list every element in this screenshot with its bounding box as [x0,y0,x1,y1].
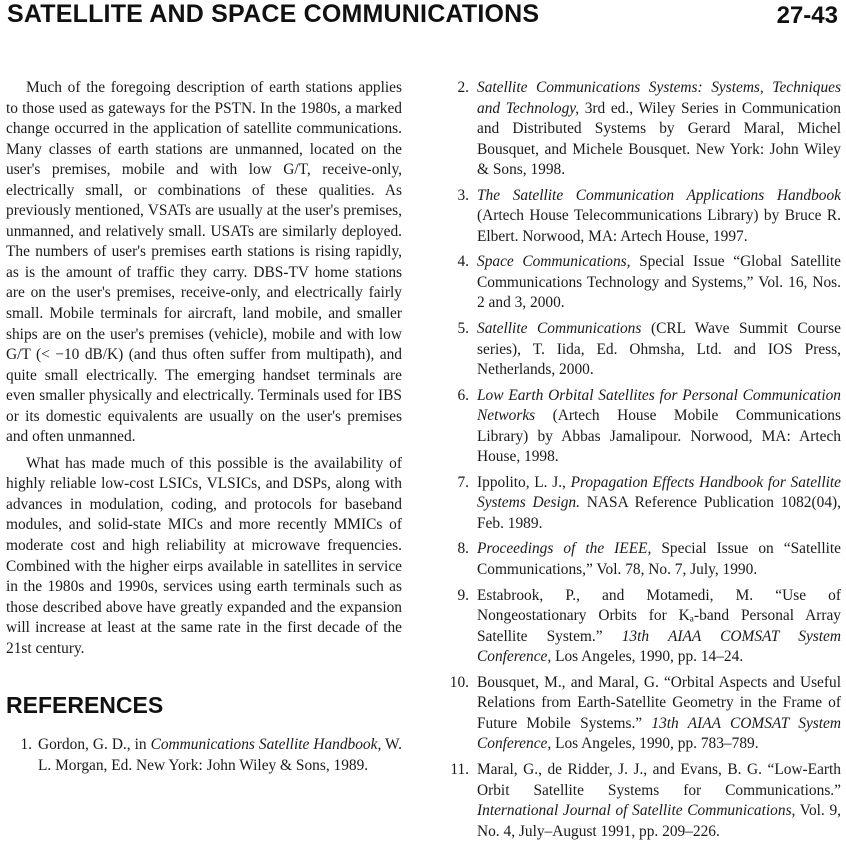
reference-item: 11. Maral, G., de Ridder, J. J., and Evans, B. G. “Low-Earth Orbit Satellite Systems for Communications.” International Journal of Satellite Communications, Vol. 9, No. 4, July–August 1991, pp. 209–226. [450,760,841,840]
references-heading: REFERENCES [6,692,164,719]
right-column [445,78,841,842]
reference-list-right [445,78,841,842]
body-paragraph-1: Much of the foregoing description of earth stations applies to those used as gateways for the PSTN. In the 1980s, a marked change occurred in the application of satellite communications. Many classes of earth stations are unmanned, located on the user's premises, mobile and with low G/T, receive-only, electrically small, or combinations of these qualities. As previously mentioned, VSATs are usually at the user's premises, unmanned, and relatively small. USATs are similarly deployed. The numbers of user's premises earth stations is rising rapidly, as is the amount of traffic they carry. DBS-TV home stations are on the user's premises, receive-only, and electrically fairly small. Mobile terminals for aircraft, land mobile, and smaller ships are on the user's premises (vehicle), mobile and with low G/T (< −10 dB/K) (and thus often suffer from multipath), and quite small electrically. The emerging handset terminals are even smaller physically and electrically. Terminals used for IBS or its domestic equivalents are usually on the user's premises and often unmanned. [6,79,402,446]
left-column [6,78,402,776]
running-header-title: SATELLITE AND SPACE COMMUNICATIONS [7,0,540,28]
reference-item: 9. Estabrook, P., and Motamedi, M. “Use of Nongeostationary Orbits for Kₐ-band Personal Array Satellite System.” 13th AIAA COMSAT System Conference, Los Angeles, 1990, pp. 14–24. [457,586,842,666]
reference-item: 6. Low Earth Orbital Satellites for Personal Communication Networks (Artech House Mobile Communications Library) by Abbas Jamalipour. Norwood, MA: Artech House, 1998. [457,386,841,466]
reference-item: 4. Space Communications, Special Issue “Global Satellite Communications Technology and Systems,” Vol. 16, Nos. 2 and 3, 2000. [457,253,841,312]
reference-item: 5. Satellite Communications (CRL Wave Summit Course series), T. Iida, Ed. Ohmsha, Ltd. and IOS Press, Netherlands, 2000. [457,320,841,379]
reference-item: 10. Bousquet, M., and Maral, G. “Orbital Aspects and Useful Relations from Earth-Satellite Geometry in the Frame of Future Mobile Systems.” 13th AIAA COMSAT System Conference, Los Angeles, 1990, pp. 783–789. [449,673,841,753]
reference-item: 1. Gordon, G. D., in Communications Satellite Handbook, W. L. Morgan, Ed. New York: John Wiley & Sons, 1989. [20,736,402,774]
reference-list-left [6,735,402,776]
reference-item: 7. Ippolito, L. J., Propagation Effects Handbook for Satellite Systems Design. NASA Reference Publication 1082(04), Feb. 1989. [457,473,841,532]
reference-item: 3. The Satellite Communication Applications Handbook (Artech House Telecommunications Library) by Bruce R. Elbert. Norwood, MA: Artech House, 1997. [457,186,841,245]
reference-item: 2. Satellite Communications Systems: Systems, Techniques and Technology, 3rd ed., Wiley Series in Communication and Distributed Systems by Gerard Maral, Michel Bousquet, and Michele Bousquet. New York: John Wiley & Sons, 1998. [457,79,841,179]
page-number: 27-43 [776,2,838,29]
reference-item: 8. Proceedings of the IEEE, Special Issue on “Satellite Communications,” Vol. 78, No. 7, July, 1990. [457,540,841,579]
body-paragraph-2: What has made much of this possible is the availability of highly reliable low-cost LSICs, VLSICs, and DSPs, along with advances in modulation, coding, and protocols for baseband modules, and solid-state MICs and more recently MMICs of moderate cost and high reliability at microwave frequencies. Combined with the higher eirps available in satellites in service in the 1980s and 1990s, services using earth terminals such as those described above have greatly expanded and the expansion will increase at least at the same rate in the first decade of the 21st century. [6,454,402,657]
